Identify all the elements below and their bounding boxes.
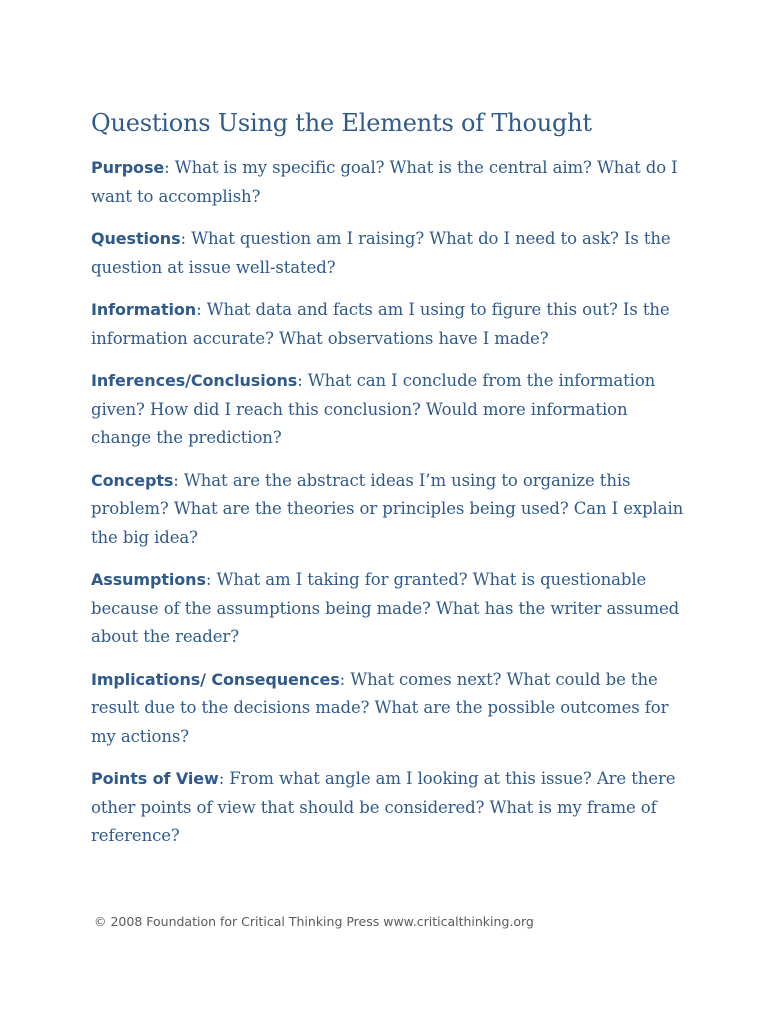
entry-implications-consequences [91, 666, 688, 752]
entry-term: Purpose [91, 158, 165, 177]
entry-concepts [91, 467, 688, 553]
entry-assumptions [91, 566, 688, 652]
entry-purpose [91, 154, 688, 211]
entry-points-of-view [91, 765, 688, 851]
entry-questions [91, 225, 688, 282]
entry-text: : What am I taking for granted? What is questionable because of the assumptions being made? What has the writer assumed about the reader? [91, 570, 680, 646]
entry-information [91, 296, 688, 353]
entry-term: Inferences/Conclusions [91, 371, 298, 390]
entry-term: Assumptions [91, 570, 206, 589]
page-title: Questions Using the Elements of Thought [91, 109, 592, 137]
entry-text: : What question am I raising? What do I need to ask? Is the question at issue well-stated? [91, 229, 671, 277]
entry-text: : What comes next? What could be the result due to the decisions made? What are the possible outcomes for my actions? [91, 669, 669, 746]
entry-term: Points of View [91, 769, 219, 788]
entry-text: : What can I conclude from the information given? How did I reach this conclusion? Would more information change the prediction? [91, 371, 656, 447]
entry-text: : What are the abstract ideas I’m using to organize this problem? What are the theories or principles being used? Can I explain the big idea? [91, 470, 684, 547]
copyright-footer: © 2008 Foundation for Critical Thinking Press www.criticalthinking.org [94, 914, 534, 929]
entry-term: Information [91, 300, 197, 319]
entry-inferences-conclusions [91, 367, 688, 453]
entry-text: : From what angle am I looking at this issue? Are there other points of view that should be considered? What is my frame of reference? [91, 769, 676, 845]
entry-text: : What data and facts am I using to figure this out? Is the information accurate? What observations have I made? [91, 300, 670, 348]
entry-term: Concepts [91, 470, 174, 490]
entry-text: : What is my specific goal? What is the central aim? What do I want to accomplish? [91, 158, 678, 206]
entry-term: Implications/ Consequences [91, 669, 340, 689]
entry-term: Questions [91, 229, 181, 248]
